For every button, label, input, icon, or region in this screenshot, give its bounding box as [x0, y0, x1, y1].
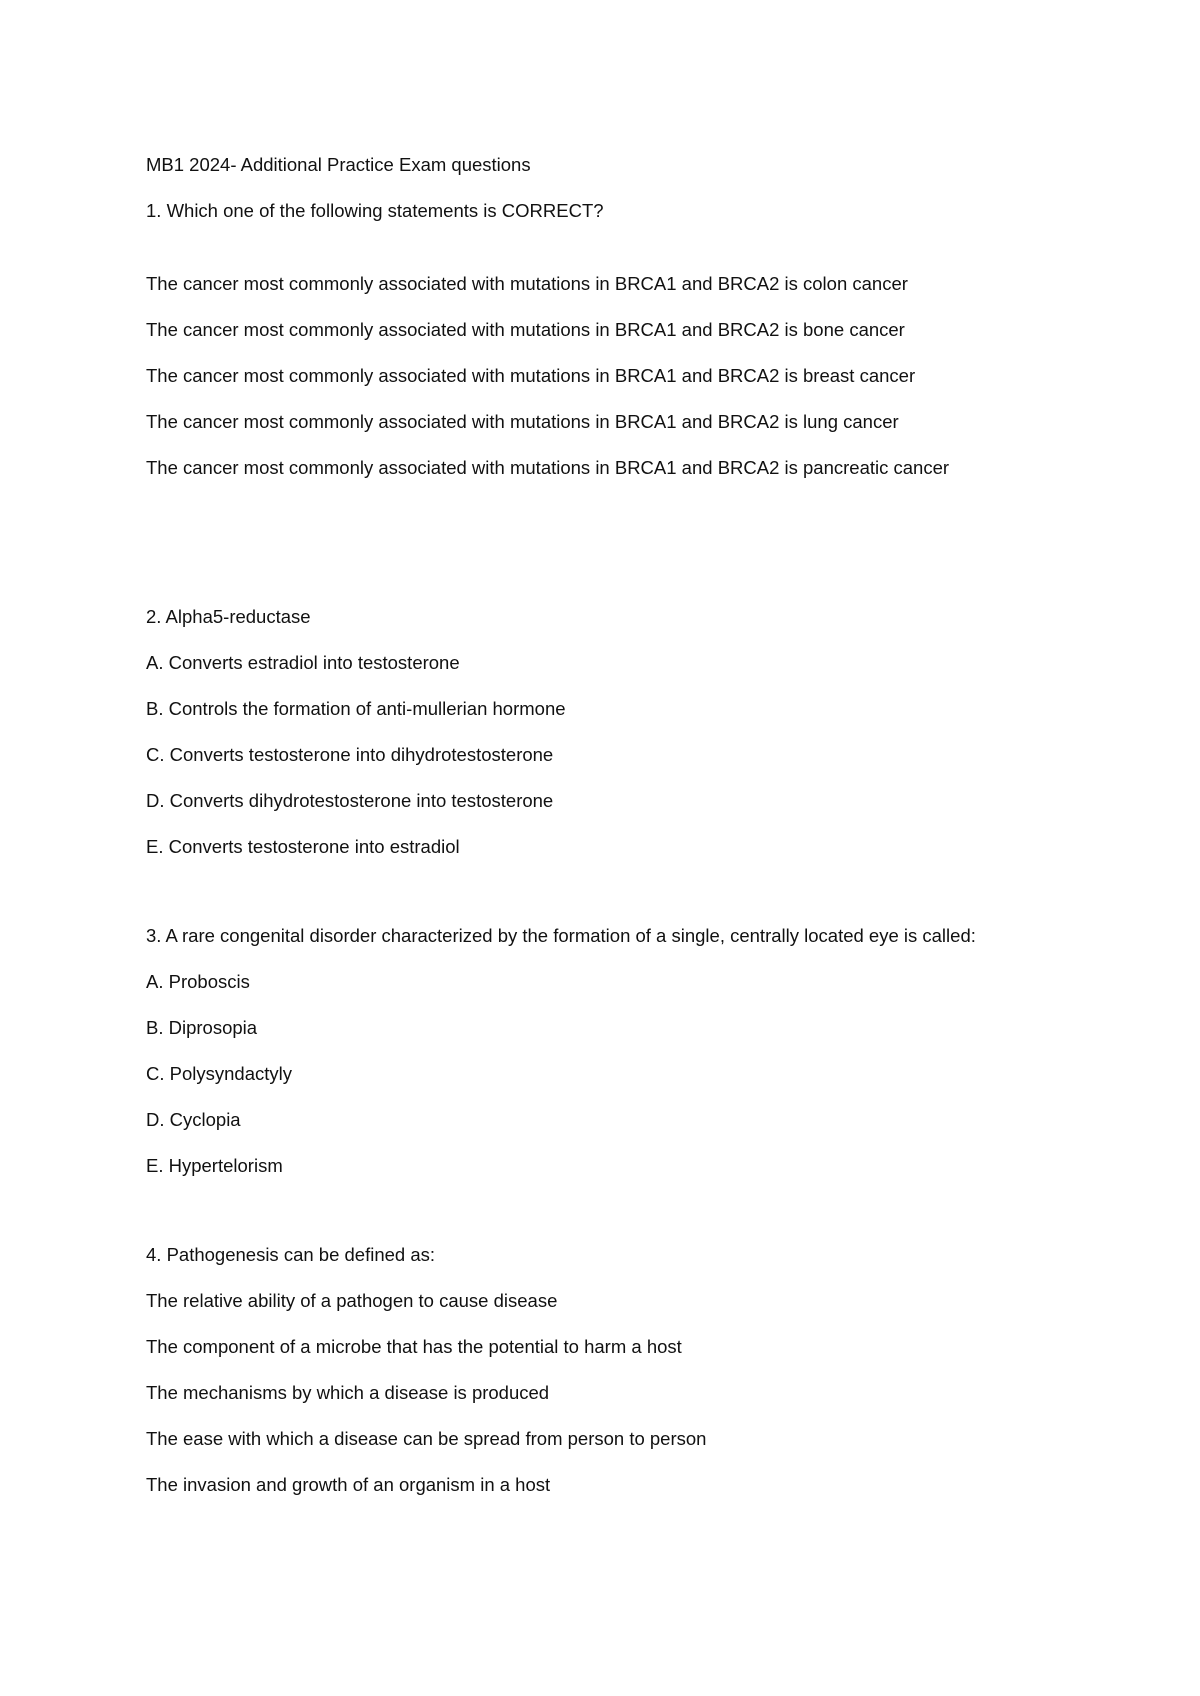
- question-2-option-b: B. Controls the formation of anti-mullerian hormone: [146, 698, 566, 719]
- spacer: [146, 247, 1046, 269]
- spacer: [146, 499, 1046, 602]
- question-3-option-e: E. Hypertelorism: [146, 1155, 283, 1176]
- question-1-option-3: The cancer most commonly associated with mutations in BRCA1 and BRCA2 is breast cancer: [146, 365, 916, 386]
- question-4-option-1: The relative ability of a pathogen to cause disease: [146, 1290, 558, 1311]
- question-1-option-1: The cancer most commonly associated with mutations in BRCA1 and BRCA2 is colon cancer: [146, 273, 908, 294]
- question-3-prompt: 3. A rare congenital disorder characterized by the formation of a single, centrally located eye is called:: [146, 925, 976, 946]
- question-4-option-5: The invasion and growth of an organism in a host: [146, 1474, 551, 1495]
- question-4-option-4: The ease with which a disease can be spread from person to person: [146, 1428, 707, 1449]
- question-1-prompt: 1. Which one of the following statements is CORRECT?: [146, 200, 604, 221]
- question-1-option-5: The cancer most commonly associated with mutations in BRCA1 and BRCA2 is pancreatic cancer: [146, 457, 950, 478]
- question-3-option-a: A. Proboscis: [146, 971, 250, 992]
- spacer: [146, 1197, 1046, 1240]
- question-2-prompt: 2. Alpha5-reductase: [146, 606, 311, 627]
- question-3-option-c: C. Polysyndactyly: [146, 1063, 292, 1084]
- question-4-prompt: 4. Pathogenesis can be defined as:: [146, 1244, 436, 1265]
- question-2-option-e: E. Converts testosterone into estradiol: [146, 836, 460, 857]
- question-2-option-c: C. Converts testosterone into dihydrotestosterone: [146, 744, 554, 765]
- spacer: [146, 878, 1046, 921]
- document-title: MB1 2024- Additional Practice Exam questions: [146, 154, 531, 175]
- question-3-option-b: B. Diprosopia: [146, 1017, 258, 1038]
- question-3-option-d: D. Cyclopia: [146, 1109, 241, 1130]
- question-1-option-2: The cancer most commonly associated with mutations in BRCA1 and BRCA2 is bone cancer: [146, 319, 905, 340]
- question-1-option-4: The cancer most commonly associated with mutations in BRCA1 and BRCA2 is lung cancer: [146, 411, 899, 432]
- question-4-option-3: The mechanisms by which a disease is produced: [146, 1382, 550, 1403]
- document-page: [146, 150, 1046, 1516]
- question-2-option-a: A. Converts estradiol into testosterone: [146, 652, 460, 673]
- question-4-option-2: The component of a microbe that has the potential to harm a host: [146, 1336, 682, 1357]
- question-2-option-d: D. Converts dihydrotestosterone into testosterone: [146, 790, 554, 811]
